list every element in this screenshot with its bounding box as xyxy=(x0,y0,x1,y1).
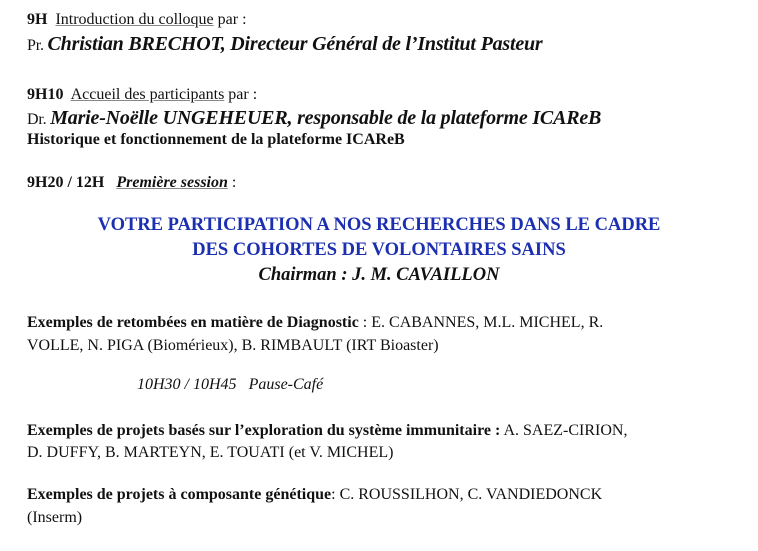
intro-speaker-line xyxy=(27,32,543,58)
pause-label: Pause-Café xyxy=(248,376,324,393)
welcome-speaker-line xyxy=(27,106,601,132)
item-speakers-cont: D. DUFFY, B. MARTEYN, E. TOUATI (et V. MICHEL) xyxy=(27,444,394,461)
session-suffix: : xyxy=(227,174,237,191)
item-topic: Exemples de projets à composante génétique xyxy=(27,486,332,503)
item-topic: Exemples de retombées en matière de Diagnostic xyxy=(27,314,359,331)
item-speakers: : C. ROUSSILHON, C. VANDIEDONCK xyxy=(331,486,603,503)
session-line xyxy=(27,173,236,193)
welcome-suffix: par : xyxy=(224,86,258,103)
session-time: 9H20 / 12H xyxy=(27,174,105,191)
intro-speaker: Christian BRECHOT, Directeur Général de l’Institut Pasteur xyxy=(47,33,543,55)
welcome-speaker: Marie-Noëlle UNGEHEUER, responsable de la plateforme ICAReB xyxy=(50,107,602,129)
pause-time: 10H30 / 10H45 xyxy=(137,376,237,393)
intro-time: 9H xyxy=(27,11,48,28)
welcome-label: Accueil des participants xyxy=(70,86,225,103)
pause-line xyxy=(137,375,323,395)
item-diagnostic xyxy=(27,313,603,333)
welcome-topic: Historique et fonctionnement de la plateforme ICAReB xyxy=(27,131,405,148)
item-speakers: : E. CABANNES, M.L. MICHEL, R. xyxy=(358,314,604,331)
item-immune xyxy=(27,421,627,441)
welcome-time: 9H10 xyxy=(27,86,64,103)
item-topic: Exemples de projets basés sur l’exploration du système immunitaire : xyxy=(27,422,501,439)
item-genetic xyxy=(27,485,602,505)
session-heading-line2: DES COHORTES DE VOLONTAIRES SAINS xyxy=(192,240,566,260)
welcome-line xyxy=(27,85,257,105)
session-chairman: Chairman : J. M. CAVAILLON xyxy=(258,265,500,285)
intro-line xyxy=(27,10,247,30)
welcome-title: Dr. xyxy=(27,111,51,128)
session-label: Première session xyxy=(116,174,228,191)
intro-suffix: par : xyxy=(213,11,247,28)
item-speakers-cont: VOLLE, N. PIGA (Biomérieux), B. RIMBAULT (IRT Bioaster) xyxy=(27,337,439,354)
item-speakers: A. SAEZ-CIRION, xyxy=(500,422,628,439)
item-speakers-cont: (Inserm) xyxy=(27,509,83,526)
intro-title: Pr. xyxy=(27,37,48,54)
intro-label: Introduction du colloque xyxy=(55,11,214,28)
session-heading-line1: VOTRE PARTICIPATION A NOS RECHERCHES DANS LE CADRE xyxy=(97,215,661,235)
